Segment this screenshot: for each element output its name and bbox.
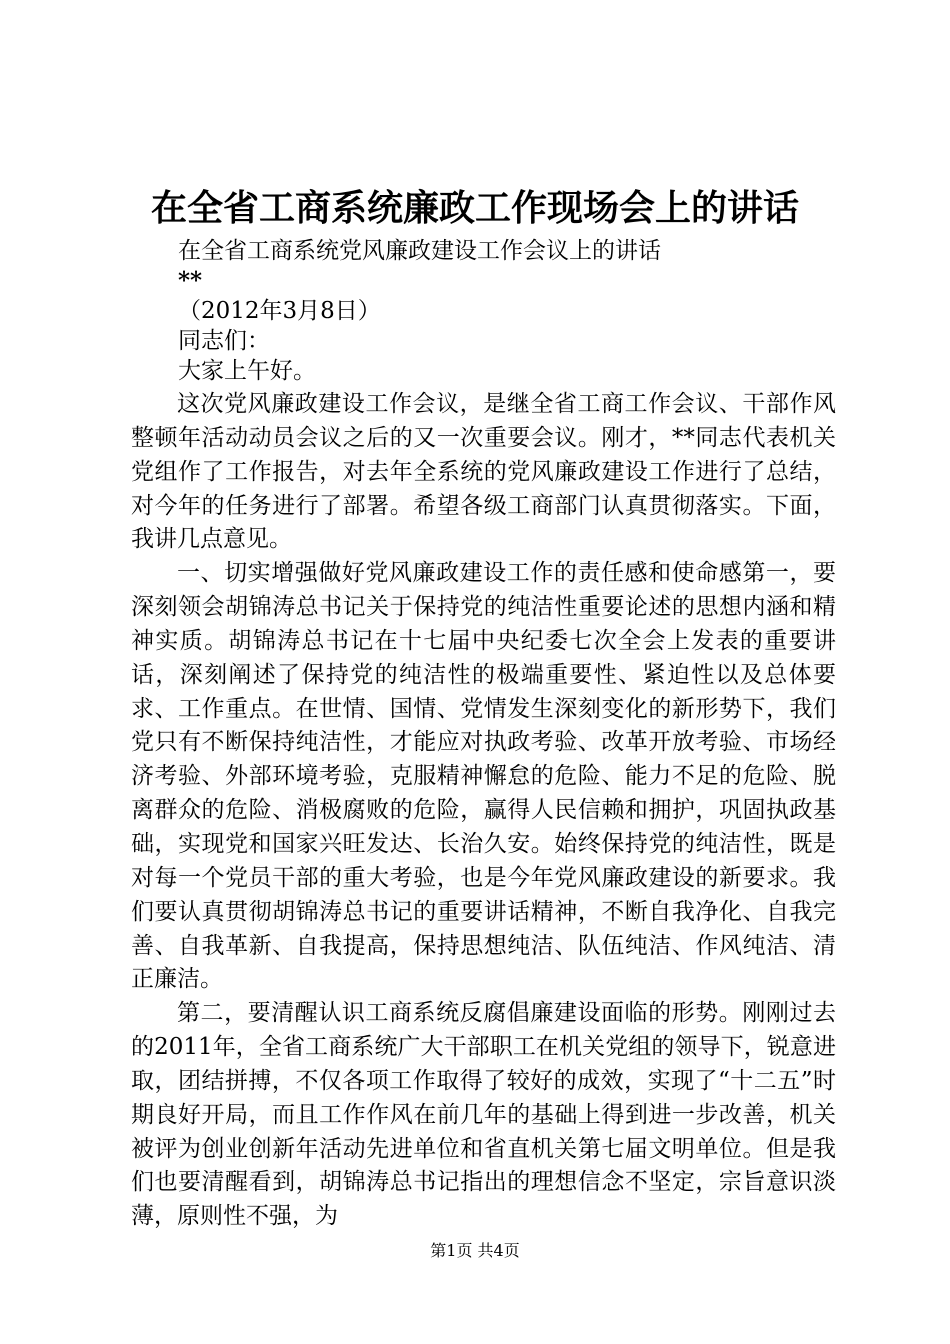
document-body xyxy=(131,388,836,1234)
document-date: （2012年3月8日） xyxy=(178,298,381,324)
body-paragraph-3: 第二，要清醒认识工商系统反腐倡廉建设面临的形势。刚刚过去的2011年，全省工商系统广大干部职工在机关党组的领导下，锐意进取，团结拼搏，不仅各项工作取得了较好的成效，实现了“十二五”时期良好开局，而且工作作风在前几年的基础上得到进一步改善，机关被评为创业创新年活动先进单位和省直机关第七届文明单位。但是我们也要清醒看到，胡锦涛总书记指出的理想信念不坚定，宗旨意识淡薄，原则性不强，为 xyxy=(131,1000,836,1230)
body-paragraph-1: 这次党风廉政建设工作会议，是继全省工商工作会议、干部作风整顿年活动动员会议之后的又一次重要会议。刚才，**同志代表机关党组作了工作报告，对去年全系统的党风廉政建设工作进行了总结，对今年的任务进行了部署。希望各级工商部门认真贯彻落实。下面，我讲几点意见。 xyxy=(131,391,836,553)
greeting: 大家上午好。 xyxy=(178,358,316,384)
body-paragraph-2: 一、切实增强做好党风廉政建设工作的责任感和使命感第一，要深刻领会胡锦涛总书记关于保持党的纯洁性重要论述的思想内涵和精神实质。胡锦涛总书记在十七届中央纪委七次全会上发表的重要讲话，深刻阐述了保持党的纯洁性的极端重要性、紧迫性以及总体要求、工作重点。在世情、国情、党情发生深刻变化的新形势下，我们党只有不断保持纯洁性，才能应对执政考验、改革开放考验、市场经济考验、外部环境考验，克服精神懈怠的危险、能力不足的危险、脱离群众的危险、消极腐败的危险，赢得人民信赖和拥护，巩固执政基础，实现党和国家兴旺发达、长治久安。始终保持党的纯洁性，既是对每一个党员干部的重大考验，也是今年党风廉政建设的新要求。我们要认真贯彻胡锦涛总书记的重要讲话精神，不断自我净化、自我完善、自我革新、自我提高，保持思想纯洁、队伍纯洁、作风纯洁、清正廉洁。 xyxy=(131,560,836,993)
document-title: 在全省工商系统廉政工作现场会上的讲话 xyxy=(150,187,799,229)
document-author: ** xyxy=(178,267,203,294)
document-subtitle: 在全省工商系统党风廉政建设工作会议上的讲话 xyxy=(178,238,661,264)
salutation: 同志们： xyxy=(178,328,270,354)
page-footer: 第1页 共4页 xyxy=(430,1241,520,1260)
document-header-block xyxy=(178,236,818,386)
